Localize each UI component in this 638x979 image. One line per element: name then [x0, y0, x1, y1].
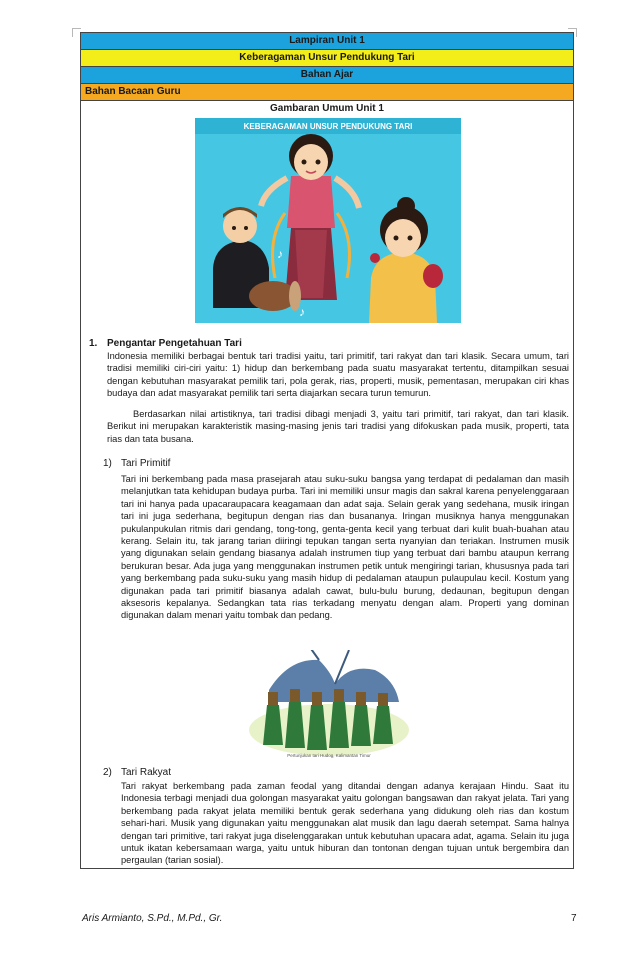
tari-primitif-paragraph: Tari ini berkembang pada masa prasejarah atau suku-suku bangsa yang terdapat di pedalaman dan masih melanjutkan tata kehidupan budaya purba. Tari ini memiliki unsur magis dan sakral karena penyelenggaraan tari ini hanya pada upacaraupacara keagamaan dan adat saja. Selain gerak yang sedehana, musik iringan tari ini juga sederhana, begitupun dengan rias dan busananya. Iringan musiknya hanya menggunakan pukulanpukulan ritmis dari gendang, tong-tong, genta-genta kecil yang terbuat dari kulit buah-buahan atau kerang. Selain itu, tak jarang tarian diiringi tepukan tangan serta nyanyian dan teriakan. Instrumen musik yang digunakan selain gendang biasanya adalah instrumen tiup yang terbuat dari bambu ataupun kerrang berukuran besar. Ada juga yang menggunakan instrumen petik untuk mengiringi tarian, khususnya pada tari yang berkembang pada suku-suku yang masih hidup di pedalaman ataupun pulaupulau kecil. Kostum yang digunakan pada tari primitif biasanya adalah cawat, bulu-bulu burung, dedaunan, begitupun dengan aksesoris kepalanya. Sedangkan tata rias terkadang menyatu dengan alam. Properti yang dominan digunakan dalam menari yaitu tombak dan pedang. — [121, 474, 569, 621]
item-number: 2) — [103, 767, 112, 778]
photo-caption: Pertunjukan tari Hudog, Kalimantan Timur — [287, 753, 371, 758]
item-heading-tari-rakyat: Tari Rakyat — [121, 767, 172, 778]
svg-text:♪: ♪ — [299, 305, 305, 319]
svg-text:♪: ♪ — [277, 247, 283, 261]
header-row-title: Keberagaman Unsur Pendukung Tari — [81, 50, 573, 67]
hudog-dance-photo — [249, 650, 409, 761]
illustration-banner: KEBERAGAMAN UNSUR PENDUKUNG TARI — [243, 122, 413, 131]
item-heading-tari-primitif: Tari Primitif — [121, 458, 171, 469]
header-row-bahan-ajar: Bahan Ajar — [81, 67, 573, 84]
footer-author: Aris Armianto, S.Pd., M.Pd., Gr. — [82, 913, 223, 924]
unit-cover-illustration — [195, 118, 461, 323]
item-number: 1) — [103, 458, 112, 469]
intro-paragraph: Indonesia memiliki berbagai bentuk tari tradisi yaitu, tari primitif, tari rakyat dan tari klasik. Secara umum, tari tradisi memiliki ciri-ciri yaitu: 1) hidup dan berkembang pada suatu masyarakat tertentu, ditampilkan sesuai dengan kebutuhan masyarakat pemilik tari, pola gerak, rias, properti, musik, pementasan, merupakan ciri khas budaya dan adat masyarakat pemilik tari serta diajarkan secara turun temurun. — [107, 351, 569, 399]
classification-paragraph: Berdasarkan nilai artistiknya, tari tradisi dibagi menjadi 3, yaitu tari primitif, tari rakyat, dan tari klasik. Berikut ini merupakan karakteristik masing-masing jenis tari tradisi yang difokuskan pada musik, properti, tata rias dan tata busana. — [107, 409, 569, 444]
section-heading: Pengantar Pengetahuan Tari — [107, 338, 242, 349]
page-number: 7 — [571, 913, 577, 924]
header-row-bahan-bacaan: Bahan Bacaan Guru — [81, 84, 573, 101]
tari-rakyat-paragraph: Tari rakyat berkembang pada zaman feodal yang ditandai dengan adanya kerajaan Hindu. Saat itu Indonesia terbagi menjadi dua golongan masyarakat yaitu golongan bangsawan dan rakyat jelata. Tari yang berkembang pada rakyat jelata memiliki bentuk gerak sederhana yang didukung oleh rias dan kostum sehari-hari. Musik yang digunakan yaitu menggunakan alat musik dan lagu daerah setempat. Sama halnya dengan tari primitive, tari rakyat juga diselenggarakan untuk kebutuhan upacara adat, agama. Selain itu juga untuk ikatan kebersamaan warga, yaitu untuk hiburan dan tontonan dengan tujuan untuk bergembira dan pergaulan (tarian sosial). — [121, 781, 569, 866]
section-number: 1. — [89, 338, 98, 349]
header-row-lampiran: Lampiran Unit 1 — [81, 33, 573, 50]
document-frame — [80, 32, 574, 869]
figure-title: Gambaran Umum Unit 1 — [270, 103, 384, 114]
